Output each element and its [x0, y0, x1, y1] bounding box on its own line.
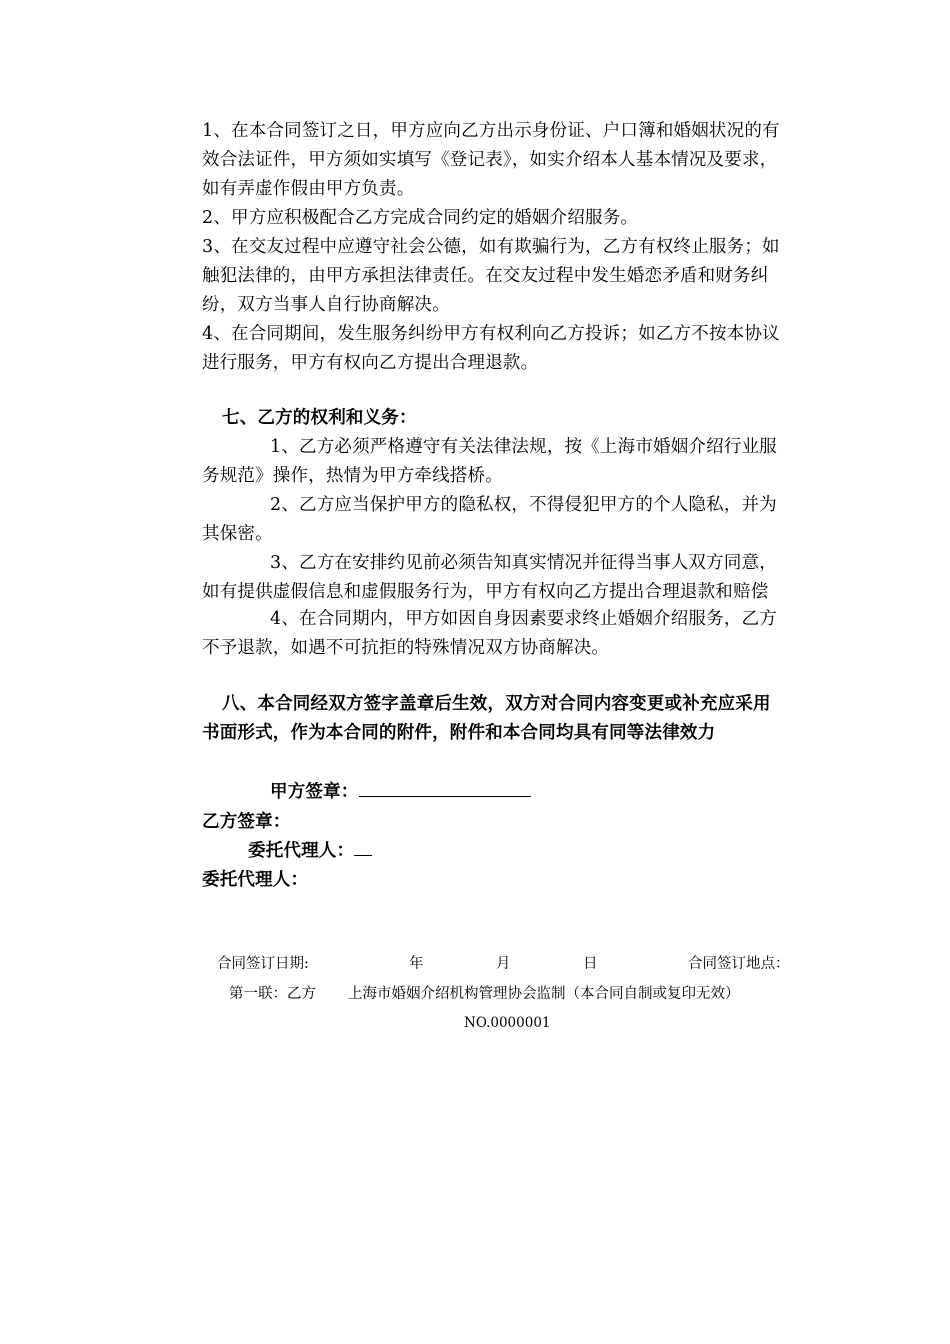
footer-year: 年 [409, 956, 424, 972]
section7-item3-line1: 3、乙方在安排约见前必须告知真实情况并征得当事人双方同意， [270, 553, 777, 573]
footer-copy-label: 第一联：乙方 [229, 986, 316, 1002]
party-b-signature-label: 乙方签章： [202, 812, 291, 832]
party-a-item2-line1: 2、甲方应积极配合乙方完成合同约定的婚姻介绍服务。 [202, 208, 639, 228]
footer-day: 日 [583, 956, 598, 972]
party-a-signature-line[interactable] [359, 778, 531, 797]
party-a-item1-line3: 如有弄虚作假由甲方负责。 [202, 179, 415, 199]
agent-b-label: 委托代理人： [202, 870, 309, 890]
section7-item4-line1: 4、在合同期内，甲方如因自身因素要求终止婚姻介绍服务，乙方 [270, 609, 777, 629]
section7-item2-line2: 其保密。 [202, 524, 273, 544]
footer-date-label: 合同签订日期: [217, 956, 309, 972]
party-a-signature [270, 778, 890, 807]
section7-item4-line2: 不予退款，如遇不可抗拒的特殊情况双方协商解决。 [202, 638, 610, 658]
party-a-item4-line1: 4、在合同期间，发生服务纠纷甲方有权利向乙方投诉；如乙方不按本协议 [202, 324, 780, 344]
section8-line2: 书面形式，作为本合同的附件，附件和本合同均具有同等法律效力 [202, 723, 716, 743]
party-a-signature-label: 甲方签章： [270, 782, 359, 802]
agent-a-label: 委托代理人： [248, 841, 355, 861]
party-a-item3-line1: 3、在交友过程中应遵守社会公德，如有欺骗行为，乙方有权终止服务；如 [202, 237, 780, 257]
footer-contract-number: NO.0000001 [464, 1015, 551, 1031]
agent-a [248, 837, 868, 866]
footer-supervision: 上海市婚姻介绍机构管理协会监制（本合同自制或复印无效） [348, 986, 740, 1002]
agent-a-signature-line[interactable] [354, 837, 372, 856]
party-a-item3-line2: 触犯法律的，由甲方承担法律责任。在交友过程中发生婚恋矛盾和财务纠 [202, 266, 769, 286]
section8-line1: 八、本合同经双方签字盖章后生效，双方对合同内容变更或补充应采用 [222, 694, 771, 714]
party-a-item1-line2: 效合法证件，甲方须如实填写《登记表》，如实介绍本人基本情况及要求， [202, 150, 778, 170]
section7-item1-line1: 1、乙方必须严格遵守有关法律法规，按《上海市婚姻介绍行业服 [270, 437, 777, 457]
section7-heading: 七、乙方的权利和义务： [222, 408, 417, 428]
section7-item3-line2: 如有提供虚假信息和虚假服务行为，甲方有权向乙方提出合理退款和赔偿 [202, 582, 769, 602]
party-a-item4-line2: 进行服务，甲方有权向乙方提出合理退款。 [202, 353, 539, 373]
section7-item2-line1: 2、乙方应当保护甲方的隐私权，不得侵犯甲方的个人隐私，并为 [270, 495, 777, 515]
party-a-item1-line1: 1、在本合同签订之日，甲方应向乙方出示身份证、户口簿和婚姻状况的有 [202, 121, 780, 141]
party-a-item3-line3: 纷，双方当事人自行协商解决。 [202, 295, 450, 315]
footer-month: 月 [496, 956, 511, 972]
section7-item1-line2: 务规范》操作，热情为甲方牵线搭桥。 [202, 466, 503, 486]
footer-place-label: 合同签订地点： [688, 956, 790, 972]
